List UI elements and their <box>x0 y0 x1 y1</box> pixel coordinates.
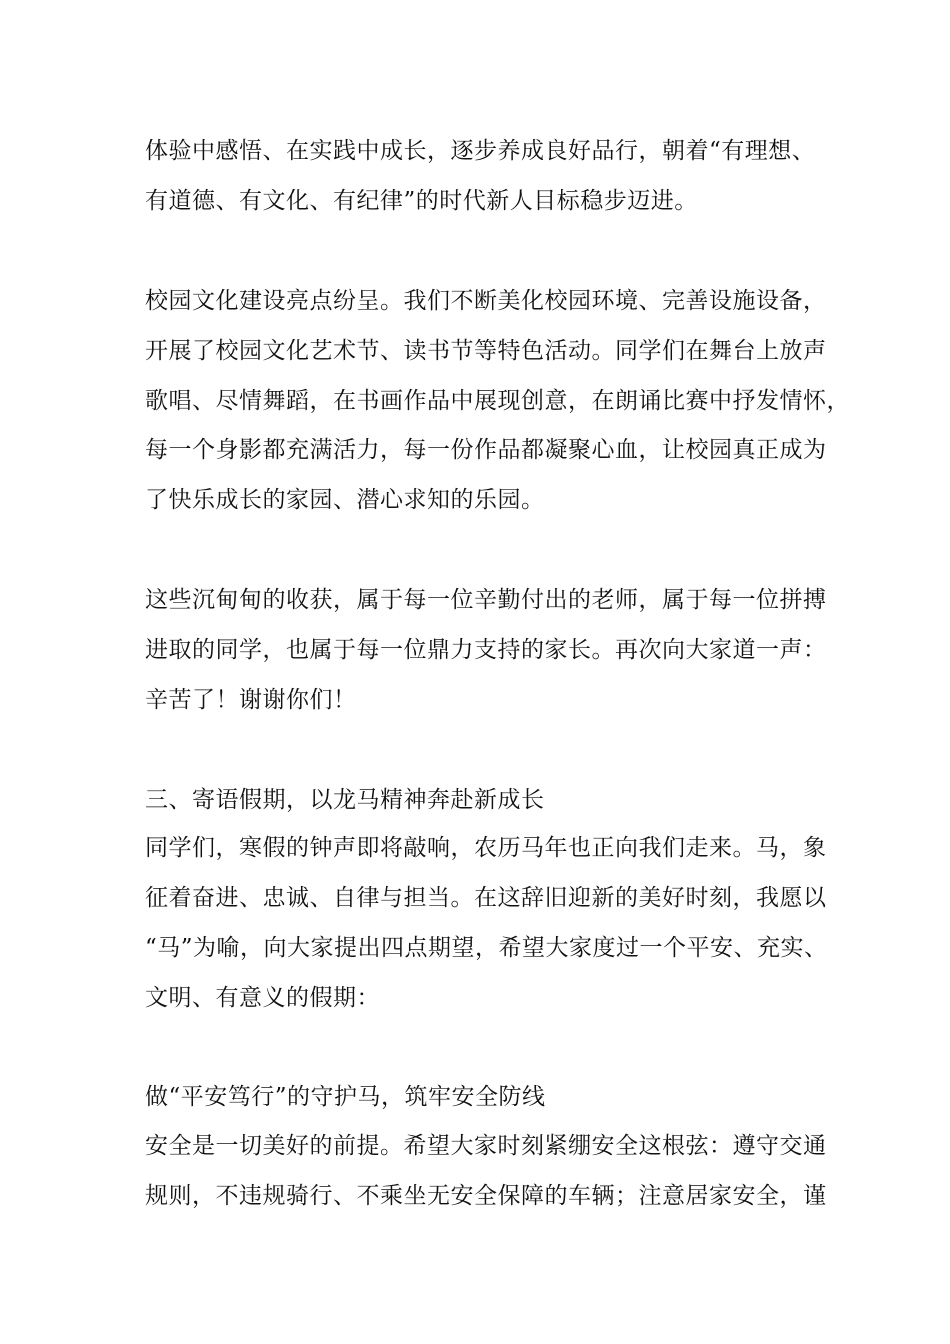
paragraph-line: 歌唱、尽情舞蹈，在书画作品中展现创意，在朗诵比赛中抒发情怀， <box>145 388 850 414</box>
paragraph-line: 进取的同学，也属于每一位鼎力支持的家长。再次向大家道一声： <box>145 637 827 663</box>
paragraph-line: 有道德、有文化、有纪律”的时代新人目标稳步迈进。 <box>145 188 698 214</box>
paragraph-line: 文明、有意义的假期： <box>145 985 380 1011</box>
paragraph-line: 开展了校园文化艺术节、读书节等特色活动。同学们在舞台上放声 <box>145 338 827 364</box>
paragraph-line: 规则，不违规骑行、不乘坐无安全保障的车辆；注意居家安全，谨 <box>145 1183 827 1209</box>
paragraph-line: 同学们，寒假的钟声即将敲响，农历马年也正向我们走来。马，象 <box>145 835 827 861</box>
paragraph-line: 每一个身影都充满活力，每一份作品都凝聚心血，让校园真正成为 <box>145 437 827 463</box>
paragraph-line: 了快乐成长的家园、潜心求知的乐园。 <box>145 487 545 513</box>
paragraph-line: 这些沉甸甸的收获，属于每一位辛勤付出的老师，属于每一位拼搏 <box>145 587 827 613</box>
paragraph-line: 体验中感悟、在实践中成长，逐步养成良好品行，朝着“有理想、 <box>145 138 816 164</box>
paragraph-line: 征着奋进、忠诚、自律与担当。在这辞旧迎新的美好时刻，我愿以 <box>145 885 827 911</box>
paragraph-line: “马”为喻，向大家提出四点期望，希望大家度过一个平安、充实、 <box>145 935 828 961</box>
paragraph-line: 辛苦了！谢谢你们！ <box>145 687 357 713</box>
paragraph-line: 安全是一切美好的前提。希望大家时刻紧绷安全这根弦：遵守交通 <box>145 1133 827 1159</box>
section-heading: 三、寄语假期，以龙马精神奔赴新成长 <box>145 787 545 813</box>
subsection-heading: 做“平安笃行”的守护马，筑牢安全防线 <box>145 1084 546 1110</box>
paragraph-line: 校园文化建设亮点纷呈。我们不断美化校园环境、完善设施设备， <box>145 288 827 314</box>
